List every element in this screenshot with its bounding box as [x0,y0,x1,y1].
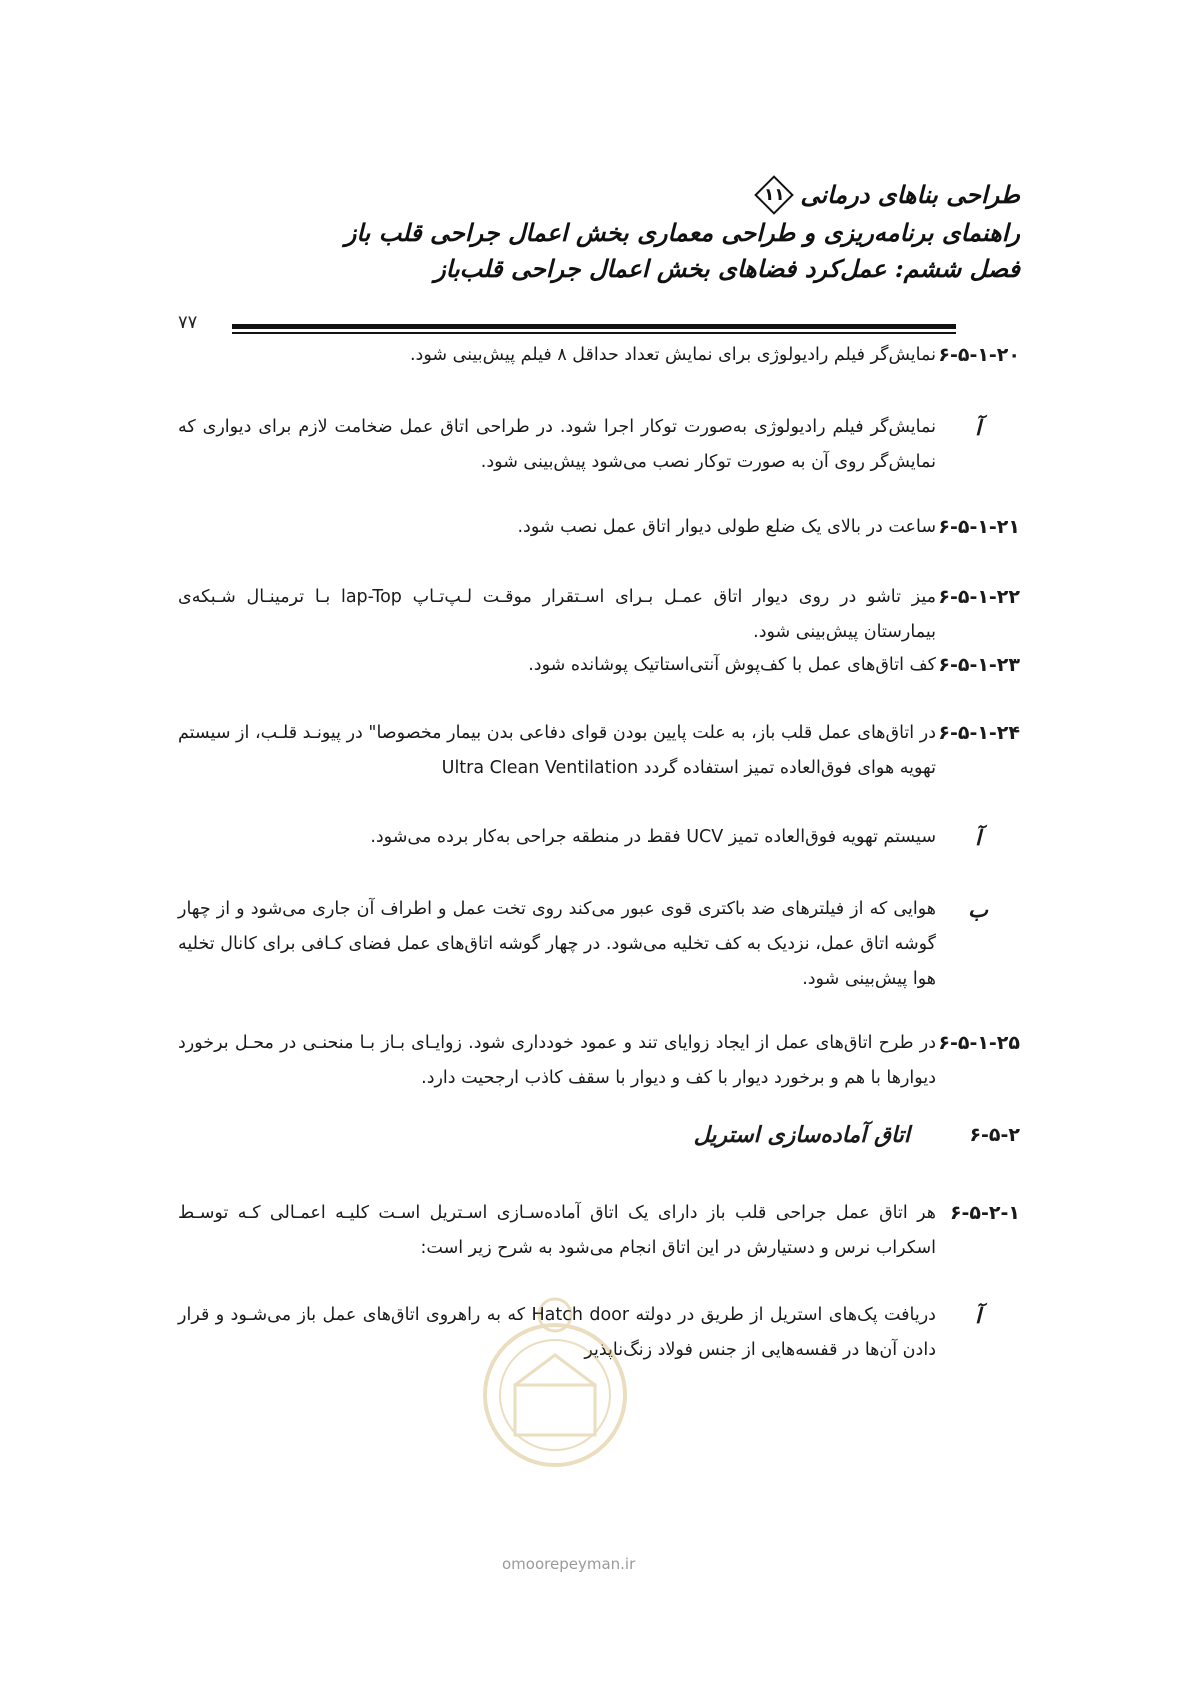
clause-22 [178,580,1020,650]
clause-number: ۶-۵-۱-۲۲ [938,586,1020,608]
clause-20 [178,338,1020,373]
clause-text: ساعت در بالای یک ضلع طولی دیوار اتاق عمل نصب شود. [517,517,936,537]
clause-text: میز تاشو در روی دیوار اتاق عمـل بـرای اسـتقرار موقـت لـپ‌تـاپ lap-Top بـا ترمینـال شـبکه‌ی بیمارستان پیش‌بینی شود. [178,587,936,642]
clause-number: ۶-۵-۱-۲۳ [938,654,1020,676]
clause-text: در اتاق‌های عمل قلب باز، به علت پایین بودن قوای دفاعی بدن بیمار مخصوصا" در پیونـد قلـب، از سیستم تهویه هوای فوق‌العاده تمیز استفاده گردد Ultra Clean Ventilation [178,723,936,778]
clause-number: ۶-۵-۱-۲۵ [938,1032,1020,1054]
watermark-url: omoorepeyman.ir [502,1555,636,1573]
subclause-letter: آ [975,415,981,440]
section-heading [694,1122,1020,1148]
chapter-title: فصل ششم: عمل‌کرد فضاهای بخش اعمال جراحی قلب‌باز [434,254,1020,283]
clause-20-a [178,410,1020,480]
clause-text: سیستم تهویه فوق‌العاده تمیز UCV فقط در منطقه جراحی به‌کار برده می‌شود. [370,827,936,847]
clause-23 [178,648,1020,683]
volume-badge [754,175,794,215]
clause-text: دریافت پک‌های استریل از طریق در دولته Hatch door که به راهروی اتاق‌های عمل باز می‌شـود و قرار دادن آن‌ها در قفسه‌هایی از جنس فولاد زنگ‌ناپذیر [178,1305,936,1360]
section-number: ۶-۵-۲ [969,1124,1020,1146]
clause-text: در طرح اتاق‌های عمل از ایجاد زوایای تند و عمود خودداری شود. زوایـای بـاز بـا منحنـی در محـل برخورد دیوارها با هم و برخورد دیوار با کف و دیوار با سقف کاذب ارجحیت دارد. [178,1033,936,1088]
clause-text: نمایش‌گر فیلم رادیولوژی به‌صورت توکار اجرا شود. در طراحی اتاق عمل ضخامت لازم برای دیواری که نمایش‌گر روی آن به صورت توکار نصب می‌شود پیش‌بینی شود. [178,417,936,472]
subclause-letter: آ [975,825,981,850]
clause-text: هوایی که از فیلترهای ضد باکتری قوی عبور می‌کند روی تخت عمل و اطراف آن جاری می‌شود و از چهار گوشه اتاق عمل، نزدیک به کف تخلیه می‌شود. در چهار گوشه اتاق‌های عمل فضای کـافی برای کانال تخلیه هوا پیش‌بینی شود. [178,899,936,989]
subclause-letter: ب [968,897,988,922]
volume-number: ۱۱ [763,185,785,205]
clause-24 [178,716,1020,786]
clause-2-1 [178,1196,1020,1266]
subclause-letter: آ [975,1303,981,1328]
section-title: اتاق آماده‌سازی استریل [693,1122,910,1148]
header-rule-thin [232,332,956,334]
clause-number: ۶-۵-۱-۲۰ [938,344,1020,366]
clause-number: ۶-۵-۱-۲۴ [938,722,1020,744]
clause-text: کف اتاق‌های عمل با کف‌پوش آنتی‌استاتیک پوشانده شود. [528,655,936,675]
page-number: ۷۷ [178,312,198,333]
clause-text: نمایش‌گر فیلم رادیولوژی برای نمایش تعداد حداقل ۸ فیلم پیش‌بینی شود. [409,345,936,365]
series-title-line [120,175,1020,215]
clause-24-a [178,820,1020,855]
clause-21 [178,510,1020,545]
watermark-seal-icon [470,1285,640,1475]
clause-25 [178,1026,1020,1096]
header-rule-thick [232,324,956,329]
series-title: طراحی بناهای درمانی [800,180,1020,209]
clause-number: ۶-۵-۲-۱ [949,1202,1020,1224]
page-header [120,175,1020,287]
clause-24-b [178,892,1020,997]
clause-number: ۶-۵-۱-۲۱ [938,516,1020,538]
book-title: راهنمای برنامه‌ریزی و طراحی معماری بخش اعمال جراحی قلب باز [344,218,1020,247]
clause-text: هر اتاق عمل جراحی قلب باز دارای یک اتاق آماده‌سـازی اسـتریل اسـت کلیـه اعمـالی کـه توسـط اسکراب نرس و دستیارش در این اتاق انجام می‌شود به شرح زیر است: [178,1203,936,1258]
